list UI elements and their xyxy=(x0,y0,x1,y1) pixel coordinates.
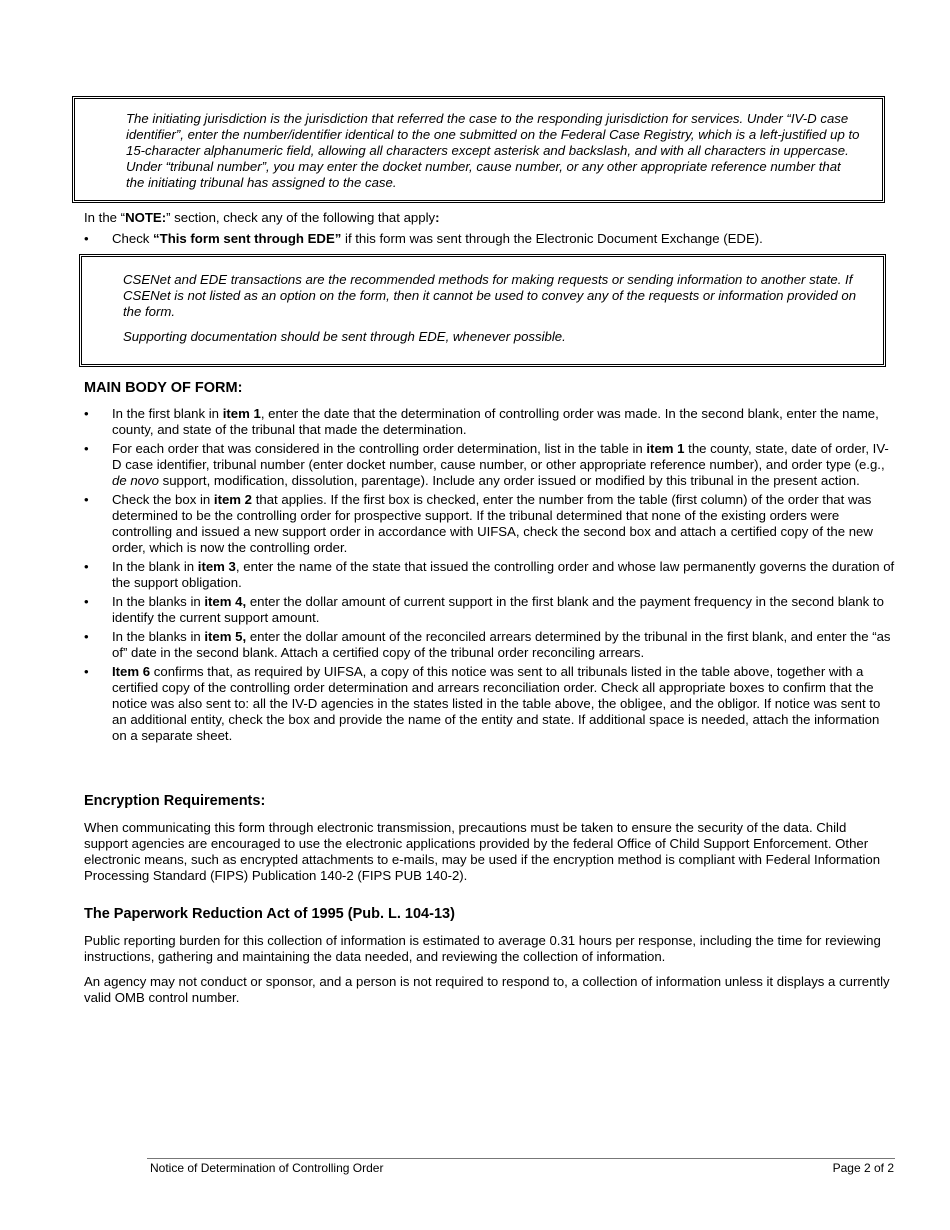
list-item: • Item 6 confirms that, as required by UIFSA, a copy of this notice was sent to all tribunals listed in the table above, together with a certified copy of the controlling order determination and arrears reconciliation order. Check all appropriate boxes to confirm that the notice was also sent to: all the IV-D agencies in the states listed in the table above, the obligee, and the obligor. If notice was sent to an additional entity, check the box and provide the name of the entity and state. If additional space is needed, attach the information on a separate sheet. xyxy=(84,664,881,743)
list-item: • Check the box in item 2 that applies. If the first box is checked, enter the number from the table (first column) of the order that was determined to be the controlling order for prospective support. If the tribunal determined that none of the existing orders were controlling and issued a new support order in accordance with UIFSA, check the second box and attach a certified copy of the new order, which is now the controlling order. xyxy=(84,492,873,555)
list-item: • For each order that was considered in the controlling order determination, list in the table in item 1 the county, state, date of order, IV-D case identifier, tribunal number (enter docket number, cause number, or other appropriate reference number), and order type (e.g., de novo support, modification, dissolution, parentage). Include any order issued or modified by this tribunal in the present action. xyxy=(84,441,889,488)
note-ede-bullet xyxy=(84,231,914,247)
list-item: • In the blanks in item 4, enter the dollar amount of current support in the first blank and the payment frequency in the second blank to identify the current support amount. xyxy=(84,594,884,625)
main-body-instructions-list xyxy=(84,406,896,747)
list-item: • In the first blank in item 1, enter the date that the determination of controlling order was made. In the second blank, enter the name, county, and state of the tribunal that made the determination. xyxy=(84,406,879,437)
footer-page-number: Page 2 of 2 xyxy=(832,1161,894,1175)
footer-form-title: Notice of Determination of Controlling Order xyxy=(150,1161,384,1175)
note-intro-pre: In the “ xyxy=(84,210,126,225)
note-intro-colon: : xyxy=(435,210,440,225)
initiating-jurisdiction-note-text: The initiating jurisdiction is the jurisdiction that referred the case to the responding jurisdiction for services. Under “IV-D case identifier”, enter the number/identifier identical to the one submitted on the Federal Case Registry, which is a left-justified up to 15-character alphanumeric field, allowing all characters except asterisk and backslash, and with all characters in uppercase. Under “tribunal number”, you may enter the docket number, cause number, or any other appropriate reference number that the initiating tribunal has assigned to the case. xyxy=(126,111,860,190)
note-intro-post: ” section, check any of the following that apply xyxy=(166,210,436,225)
list-item: • In the blank in item 3, enter the name of the state that issued the controlling order and whose law permanently governs the duration of the support obligation. xyxy=(84,559,895,590)
encryption-text: When communicating this form through electronic transmission, precautions must be taken to ensure the security of the data. Child support agencies are encouraged to use the electronic applications provided by the federal Office of Child Support Enforcement. Other electronic means, such as encrypted attachments to e-mails, may be used if the encryption method is compliant with Federal Information Processing Standard (FIPS) Publication 140-2 (FIPS PUB 140-2). xyxy=(84,820,881,883)
note-intro-bold: NOTE: xyxy=(125,210,167,225)
csenet-ede-note-box xyxy=(79,254,886,367)
csenet-ede-note-text: CSENet and EDE transactions are the recommended methods for making requests or sending information to another state. If CSENet is not listed as an option on the form, then it cannot be used to convey any of the requests or information provided on the form. xyxy=(123,272,857,319)
paperwork-omb-text: An agency may not conduct or sponsor, and a person is not required to respond to, a collection of information unless it displays a currently valid OMB control number. xyxy=(84,974,890,1005)
note-section-intro xyxy=(84,210,440,226)
paperwork-burden-text: Public reporting burden for this collection of information is estimated to average 0.31 hours per response, including the time for reviewing instructions, gathering and maintaining the data needed, and reviewing the collection of information. xyxy=(84,933,881,964)
main-body-heading: MAIN BODY OF FORM: xyxy=(84,380,243,396)
supporting-documentation-note: Supporting documentation should be sent through EDE, whenever possible. xyxy=(123,329,566,344)
note-ede-bullet-text: Check “This form sent through EDE” if this form was sent through the Electronic Document Exchange (EDE). xyxy=(112,231,763,246)
footer-divider xyxy=(147,1158,895,1159)
encryption-heading: Encryption Requirements: xyxy=(84,793,266,809)
list-item: • In the blanks in item 5, enter the dollar amount of the reconciled arrears determined by the tribunal in the first blank, and enter the “as of” date in the second blank. Attach a certified copy of the tribunal order reconciling arrears. xyxy=(84,629,891,660)
initiating-jurisdiction-note-box xyxy=(72,96,885,203)
bullet-marker: • xyxy=(84,231,89,246)
paperwork-act-heading: The Paperwork Reduction Act of 1995 (Pub. L. 104-13) xyxy=(84,906,455,922)
